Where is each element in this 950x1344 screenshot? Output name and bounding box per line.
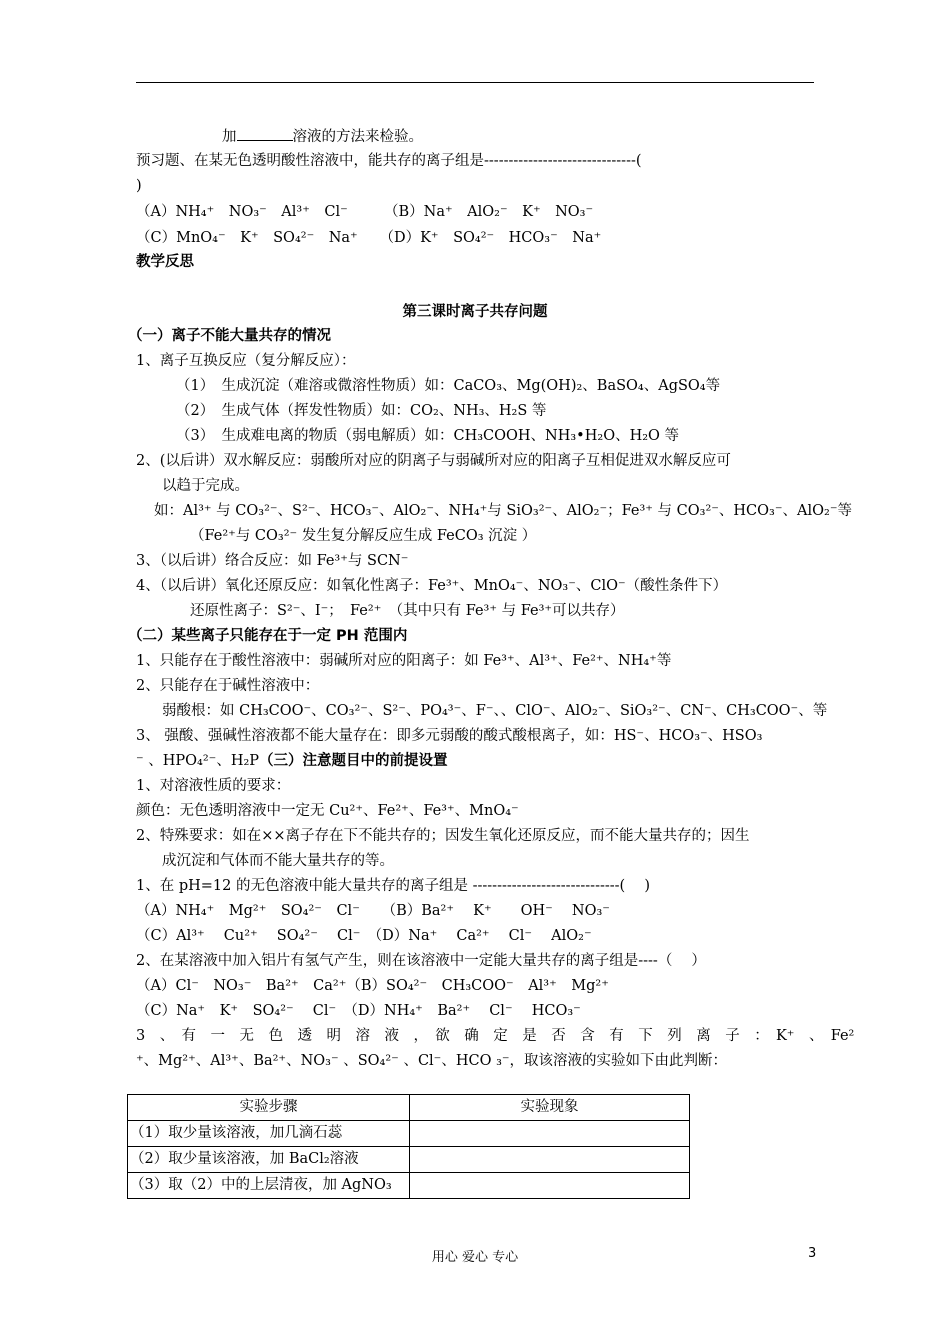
fill-blank[interactable] [237,126,293,141]
paragraph: 1、离子互换反应（复分解反应）： [136,353,356,369]
paragraph: 成沉淀和气体而不能大量共存的等。 [162,853,394,869]
question: 2、在某溶液中加入铝片有氢气产生，则在该溶液中一定能大量共存的离子组是----（ ） [136,953,706,969]
question-cont: ⁺、Mg²⁺、Al³⁺、Ba²⁺、NO₃⁻ 、SO₄²⁻ 、Cl⁻、HCO ₃⁻，取该溶液的实验如下由此判断： [136,1053,728,1069]
paragraph: 2、(以后讲）双水解反应：弱酸所对应的阴离子与弱碱所对应的阳离子互相促进双水解反应可 [136,453,731,469]
paragraph: 3、 强酸、强碱性溶液都不能大量存在：即多元弱酸的酸式酸根离子，如：HS⁻、HCO₃⁻、HSO₃ [136,728,763,744]
paragraph: （2） 生成气体（挥发性物质）如：CO₂、NH₃、H₂S 等 [176,403,547,419]
preview-question: 预习题、在某无色透明酸性溶液中，能共存的离子组是-------------------------------( [136,153,642,169]
table-row [128,1173,690,1199]
paragraph: （1） 生成沉淀（难溶或微溶性物质）如：CaCO₃、Mg(OH)₂、BaSO₄、AgSO₄等 [176,378,721,394]
paragraph: 1、只能存在于酸性溶液中：弱碱所对应的阳离子：如 Fe³⁺、Al³⁺、Fe²⁺、NH₄⁺等 [136,653,672,669]
page-title: 第三课时离子共存问题 [402,304,548,320]
paragraph: 以趋于完成。 [162,478,249,494]
page-number: 3 [808,1246,817,1261]
table-cell [410,1121,690,1147]
experiment-table [127,1094,690,1199]
section-heading: （二）某些离子只能存在于一定 PH 范围内 [128,628,408,644]
header-rule [136,82,814,83]
option-cd: （C）Al³⁺ Cu²⁺ SO₄²⁻ Cl⁻ （D）Na⁺ Ca²⁺ Cl⁻ AlO₂⁻ [136,928,592,944]
option-cd: （C）MnO₄⁻ K⁺ SO₄²⁻ Na⁺ （D）K⁺ SO₄²⁻ HCO₃⁻ Na⁺ [136,230,602,246]
paragraph: 2、只能存在于碱性溶液中： [136,678,320,694]
footer-text: 用心 爱心 专心 [431,1250,519,1265]
option-ab: （A）NH₄⁺ NO₃⁻ Al³⁺ Cl⁻ （B）Na⁺ AlO₂⁻ K⁺ NO₃⁻ [136,204,594,220]
paragraph: 1、对溶液性质的要求： [136,778,291,794]
table-header-row [128,1095,690,1121]
paragraph: （Fe²⁺与 CO₃²⁻ 发生复分解反应生成 FeCO₃ 沉淀 ） [190,528,537,544]
line-blank-test: 加 溶液的方法来检验。 [222,126,423,147]
section-heading: 教学反思 [136,254,194,270]
option-ab: （A）NH₄⁺ Mg²⁺ SO₄²⁻ Cl⁻ （B）Ba²⁺ K⁺ OH⁻ NO₃⁻ [136,903,610,919]
paragraph: 还原性离子：S²⁻、I⁻； Fe²⁺ （其中只有 Fe³⁺ 与 Fe³⁺可以共存） [190,603,625,619]
option-cd: （C）Na⁺ K⁺ SO₄²⁻ Cl⁻ （D）NH₄⁺ Ba²⁺ Cl⁻ HCO₃⁻ [136,1003,581,1019]
table-cell: （3）取（2）中的上层清夜，加 AgNO₃ [128,1173,410,1199]
option-ab: （A）Cl⁻ NO₃⁻ Ba²⁺ Ca²⁺（B）SO₄²⁻ CH₃COO⁻ Al³⁺ Mg²⁺ [136,978,609,994]
table-row [128,1147,690,1173]
paragraph: 3、（以后讲）络合反应：如 Fe³⁺与 SCN⁻ [136,553,409,569]
section-heading: （一）离子不能大量共存的情况 [128,328,331,344]
table-cell: （2）取少量该溶液，加 BaCl₂溶液 [128,1147,410,1173]
preview-question-paren: ) [136,178,142,194]
paragraph: 弱酸根：如 CH₃COO⁻、CO₃²⁻、S²⁻、PO₄³⁻、F⁻、、ClO⁻、AlO₂⁻、SiO₃²⁻、CN⁻、CH₃COO⁻、等 [162,703,828,719]
table-cell [410,1173,690,1199]
question: 1、在 pH=12 的无色溶液中能大量共存的离子组是 ------------------------------( ) [136,878,650,894]
table-cell: （1）取少量该溶液，加几滴石蕊 [128,1121,410,1147]
section-heading: （三）注意题目中的前提设置 [259,753,448,769]
table-header-cell: 实验步骤 [128,1095,410,1121]
paragraph: ⁻ 、HPO₄²⁻、H₂P（三）注意题目中的前提设置 [136,753,448,769]
table-cell [410,1147,690,1173]
paragraph: 颜色：无色透明溶液中一定无 Cu²⁺、Fe²⁺、Fe³⁺、MnO₄⁻ [136,803,519,819]
paragraph: 如：Al³⁺ 与 CO₃²⁻、S²⁻、HCO₃⁻、AlO₂⁻、NH₄⁺与 SiO₃²⁻、AlO₂⁻；Fe³⁺ 与 CO₃²⁻、HCO₃⁻、AlO₂⁻等 [154,503,852,519]
table-header-cell: 实验现象 [410,1095,690,1121]
paragraph: （3） 生成难电离的物质（弱电解质）如：CH₃COOH、NH₃•H₂O、H₂O 等 [176,428,680,444]
table-row [128,1121,690,1147]
question: 3 、 有 一 无 色 透 明 溶 液 ， 欲 确 定 是 否 含 有 下 列 离 子 ： K⁺ 、 Fe² [136,1028,855,1044]
paragraph: 2、特殊要求：如在××离子存在下不能共存的；因发生氧化还原反应，而不能大量共存的；因生 [136,828,750,844]
paragraph: 4、（以后讲）氧化还原反应：如氧化性离子：Fe³⁺、MnO₄⁻、NO₃⁻、ClO⁻（酸性条件下） [136,578,728,594]
